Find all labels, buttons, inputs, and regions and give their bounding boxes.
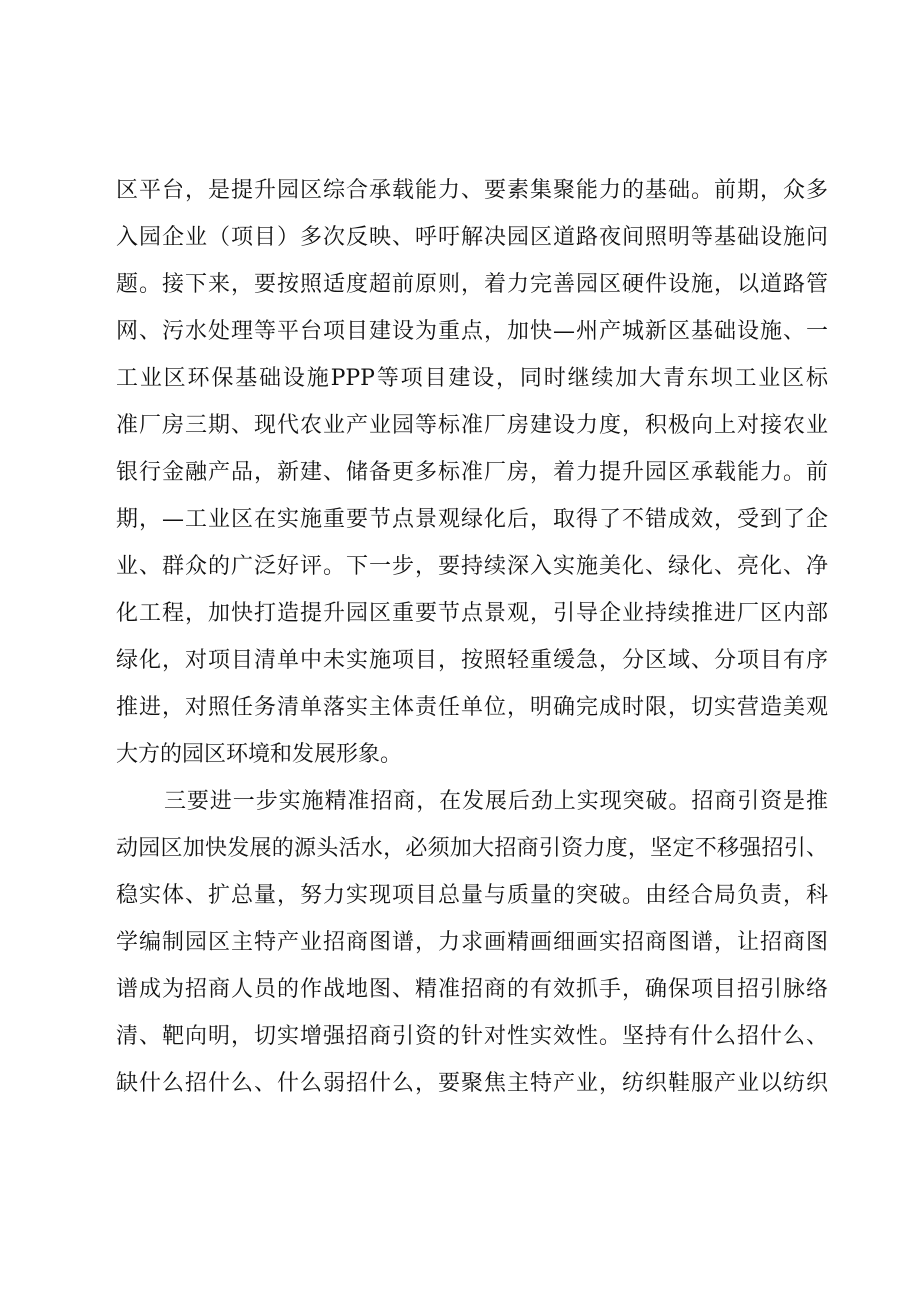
text-line: 稳实体、扩总量，努力实现项目总量与质量的突破。由经合局负责，科 bbox=[116, 883, 828, 908]
text-line: 谱成为招商人员的作战地图、精准招商的有效抓手，确保项目招引脉络 bbox=[116, 977, 828, 1002]
text-line: 动园区加快发展的源头活水，必须加大招商引资力度，坚定不移强招引、 bbox=[116, 836, 828, 861]
document-body bbox=[116, 167, 828, 1107]
text-line: 清、靶向明，切实增强招商引资的针对性实效性。坚持有什么招什么、 bbox=[116, 1024, 828, 1049]
text-line: 网、污水处理等平台项目建设为重点，加快—州产城新区基础设施、一 bbox=[116, 319, 828, 344]
text-line: 区平台，是提升园区综合承载能力、要素集聚能力的基础。前期，众多 bbox=[116, 178, 828, 203]
text-line: 准厂房三期、现代农业产业园等标准厂房建设力度，积极向上对接农业 bbox=[116, 413, 828, 438]
text-line: 业、群众的广泛好评。下一步，要持续深入实施美化、绿化、亮化、净 bbox=[116, 554, 828, 579]
text-line: 入园企业（项目）多次反映、呼吁解决园区道路夜间照明等基础设施问 bbox=[116, 225, 828, 250]
text-line: 化工程，加快打造提升园区重要节点景观，引导企业持续推进厂区内部 bbox=[116, 601, 828, 626]
text-line: 学编制园区主特产业招商图谱，力求画精画细画实招商图谱，让招商图 bbox=[116, 930, 828, 955]
text-line: 题。接下来，要按照适度超前原则，着力完善园区硬件设施，以道路管 bbox=[116, 272, 828, 297]
text-line: 绿化，对项目清单中未实施项目，按照轻重缓急，分区域、分项目有序 bbox=[116, 648, 828, 673]
text-line: 缺什么招什么、什么弱招什么，要聚焦主特产业，纺织鞋服产业以纺织 bbox=[116, 1071, 828, 1096]
paragraph-2 bbox=[116, 778, 828, 1107]
paragraph-1 bbox=[116, 167, 828, 778]
text-line: 工业区环保基础设施PPP等项目建设，同时继续加大青东坝工业区标 bbox=[116, 366, 828, 391]
text-line: 期，—工业区在实施重要节点景观绿化后，取得了不错成效，受到了企 bbox=[116, 507, 828, 532]
text-line: 推进，对照任务清单落实主体责任单位，明确完成时限，切实营造美观 bbox=[116, 695, 828, 720]
text-line: 银行金融产品，新建、储备更多标准厂房，着力提升园区承载能力。前 bbox=[116, 460, 828, 485]
text-line: 三要进一步实施精准招商，在发展后劲上实现突破。招商引资是推 bbox=[164, 789, 828, 814]
text-line: 大方的园区环境和发展形象。 bbox=[116, 742, 403, 767]
